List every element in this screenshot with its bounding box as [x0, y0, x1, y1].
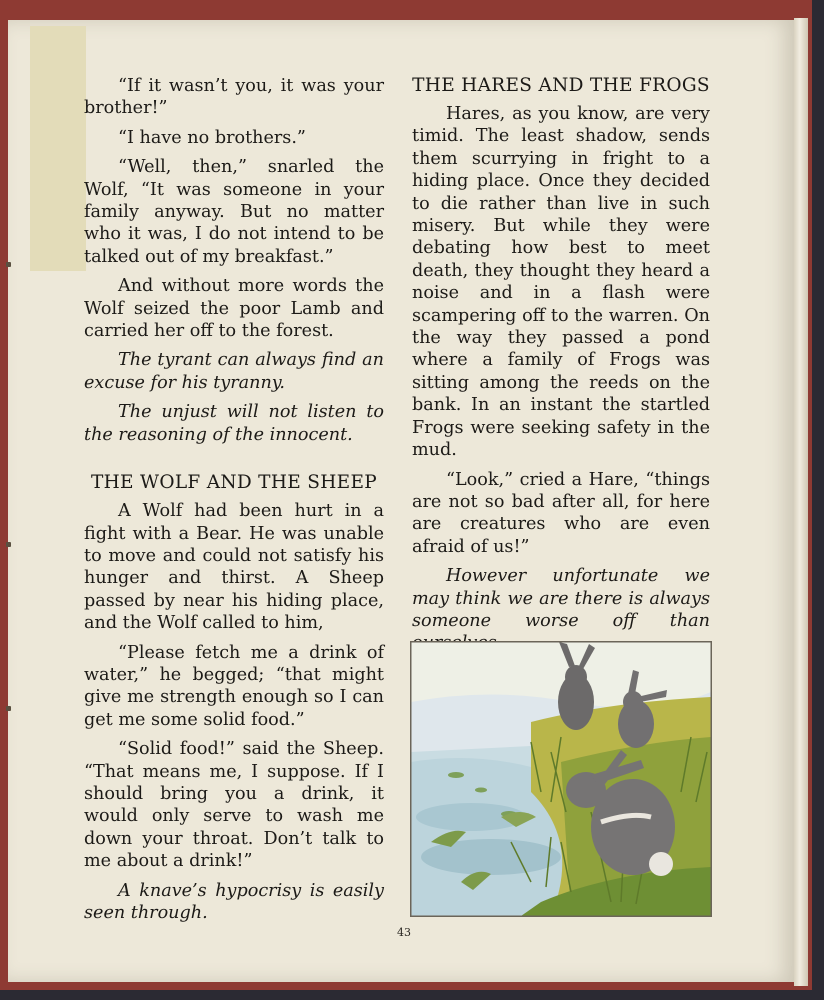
paragraph: “If it wasn’t you, it was your brother!”: [84, 76, 384, 119]
right-column: [412, 75, 710, 662]
moral: A knave’s hypocrisy is easily seen through.: [84, 880, 384, 923]
paragraph: And without more words the Wolf seized the poor Lamb and carried her off to the forest.: [84, 276, 384, 342]
story-title: THE WOLF AND THE SHEEP: [90, 472, 378, 494]
moral: The tyrant can always find an excuse for his tyranny.: [84, 350, 384, 393]
page-number: 43: [397, 926, 411, 939]
paragraph: “Please fetch me a drink of water,” he begged; “that might give me strength enough so I can get me some solid food.”: [84, 642, 384, 730]
story-title: THE HARES AND THE FROGS: [412, 75, 710, 96]
margin-mark: [6, 262, 11, 267]
paragraph: “Look,” cried a Hare, “things are not so bad after all, for here are creatures who are even afraid of us!”: [412, 469, 710, 557]
paragraph: “I have no brothers.”: [118, 127, 306, 148]
paper-tab: [30, 26, 86, 271]
hares-and-frogs-illustration: [410, 641, 712, 917]
paragraph: Hares, as you know, are very timid. The least shadow, sends them scurrying in fright to a hiding place. Once they decided to die rather than live in such misery. But while they were debating how best to meet death, they thought they heard a noise and in a flash were scampering off to the warren. On the way they passed a pond where a family of Frogs was sitting among the reeds on the bank. In an instant the startled Frogs were seeking safety in the mud.: [412, 104, 710, 461]
paragraph: “Solid food!” said the Sheep. “That means me, I suppose. If I should bring you a drink, it would only serve to wash me down your throat. Don’t talk to me about a drink!”: [84, 739, 384, 872]
page-edge-strip: [794, 18, 808, 986]
moral: The unjust will not listen to the reasoning of the innocent.: [84, 402, 384, 445]
illustration-art: [411, 642, 711, 916]
paragraph: “Well, then,” snarled the Wolf, “It was someone in your family anyway. But no matter who it was, I do not intend to be talked out of my breakfast.”: [84, 157, 384, 267]
margin-mark: [6, 542, 11, 547]
moral: However unfortunate we may think we are there is always someone worse off than: [412, 566, 710, 631]
paragraph: A Wolf had been hurt in a fight with a Bear. He was unable to move and could not satisfy his hunger and thirst. A Sheep passed by near his hiding place, and the Wolf called to him,: [84, 501, 384, 634]
left-column: [84, 75, 384, 931]
margin-mark: [6, 706, 11, 711]
